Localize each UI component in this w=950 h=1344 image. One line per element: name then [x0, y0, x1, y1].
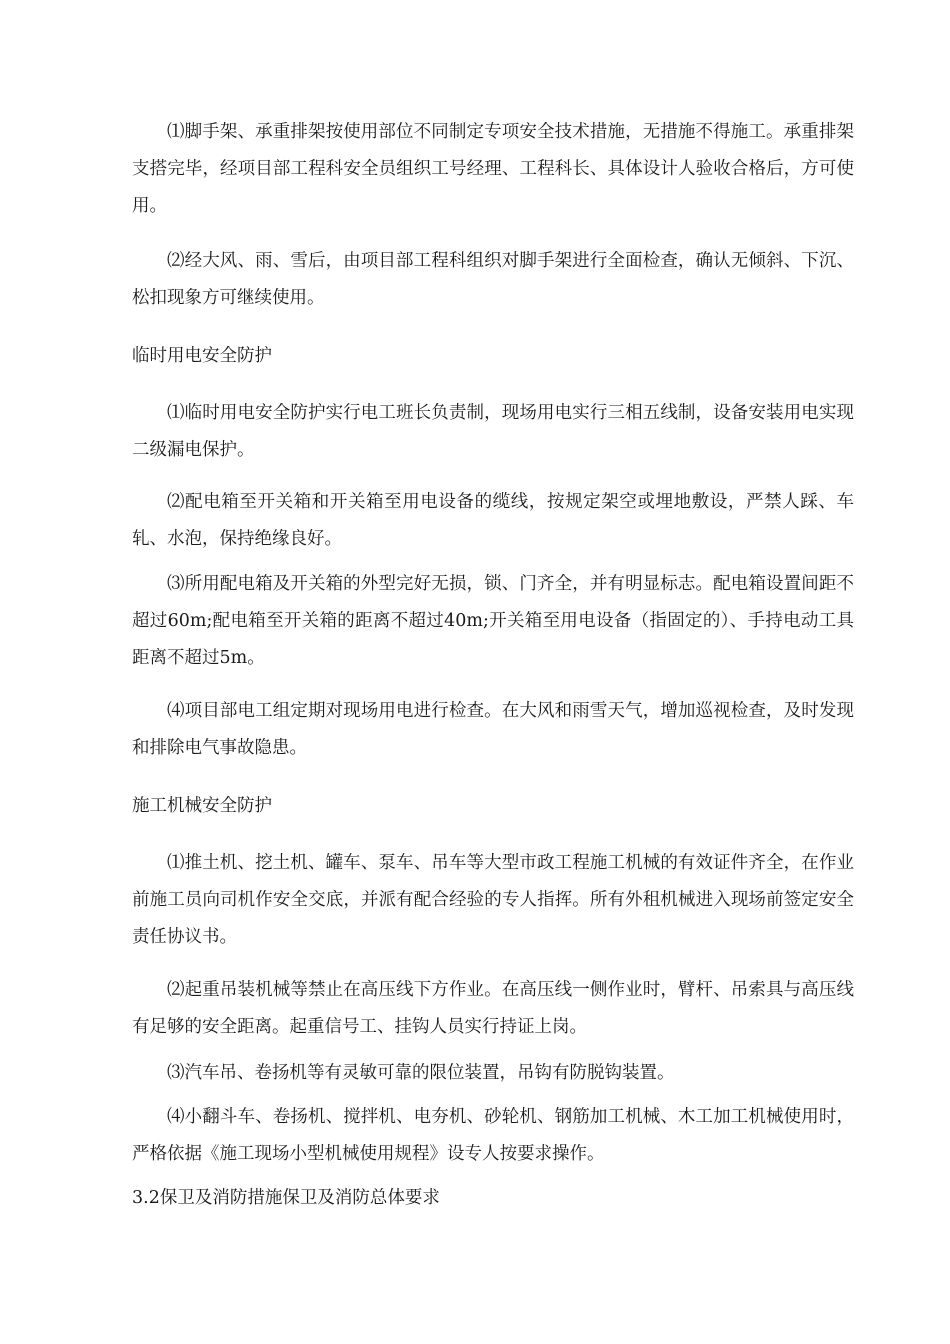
electric-paragraph-4: ⑷项目部电工组定期对现场用电进行检查。在大风和雨雪天气，增加巡视检查，及时发现和排除电气事故隐患。 [132, 701, 854, 758]
electric-paragraph-2: ⑵配电箱至开关箱和开关箱至用电设备的缆线，按规定架空或埋地敷设，严禁人踩、车轧、水泡，保持绝缘良好。 [132, 492, 854, 549]
machinery-paragraph-4: ⑷小翻斗车、卷扬机、搅拌机、电夯机、砂轮机、钢筋加工机械、木工加工机械使用时，严格依据《施工现场小型机械使用规程》设专人按要求操作。 [132, 1107, 854, 1164]
electric-safety-heading: 临时用电安全防护 [132, 346, 272, 366]
machinery-paragraph-3: ⑶汽车吊、卷扬机等有灵敏可靠的限位装置，吊钩有防脱钩装置。 [167, 1063, 675, 1083]
scaffold-paragraph-2: ⑵经大风、雨、雪后，由项目部工程科组织对脚手架进行全面检查，确认无倾斜、下沉、松扣现象方可继续使用。 [132, 251, 854, 308]
machinery-paragraph-2: ⑵起重吊装机械等禁止在高压线下方作业。在高压线一侧作业时，臂杆、吊索具与高压线有足够的安全距离。起重信号工、挂钩人员实行持证上岗。 [132, 980, 854, 1037]
machinery-paragraph-1: ⑴推土机、挖土机、罐车、泵车、吊车等大型市政工程施工机械的有效证件齐全，在作业前施工员向司机作安全交底，并派有配合经验的专人指挥。所有外租机械进入现场前签定安全责任协议书。 [132, 853, 854, 947]
section-heading-3-2: 3.2保卫及消防措施保卫及消防总体要求 [132, 1188, 440, 1208]
electric-paragraph-1: ⑴临时用电安全防护实行电工班长负责制，现场用电实行三相五线制，设备安装用电实现二级漏电保护。 [132, 403, 854, 460]
machinery-safety-heading: 施工机械安全防护 [132, 796, 272, 816]
scaffold-paragraph-1: ⑴脚手架、承重排架按使用部位不同制定专项安全技术措施，无措施不得施工。承重排架支搭完毕，经项目部工程科安全员组织工号经理、工程科长、具体设计人验收合格后，方可使用。 [132, 122, 854, 216]
electric-paragraph-3: ⑶所用配电箱及开关箱的外型完好无损，锁、门齐全，并有明显标志。配电箱设置间距不超过60m;配电箱至开关箱的距离不超过40m;开关箱至用电设备（指固定的）、手持电动工具距离不超过5m。 [132, 574, 854, 668]
